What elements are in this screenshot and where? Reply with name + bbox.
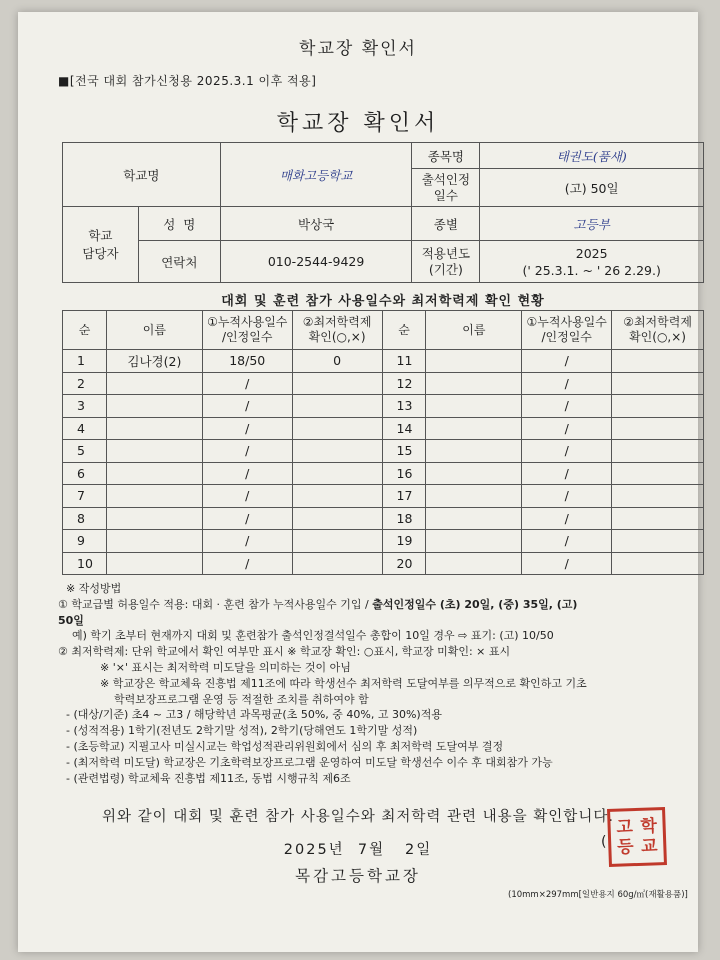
row-check bbox=[612, 485, 704, 508]
notes-heading: ※ 작성방법 bbox=[66, 582, 122, 595]
year-label bbox=[412, 241, 480, 283]
row-check bbox=[612, 507, 704, 530]
row-days: / bbox=[522, 350, 612, 373]
row-name bbox=[106, 485, 202, 508]
row-days: / bbox=[522, 552, 612, 575]
row-name bbox=[426, 417, 522, 440]
table-row bbox=[63, 372, 704, 395]
school-seal-stamp bbox=[607, 807, 667, 867]
row-check bbox=[292, 440, 382, 463]
row-no: 2 bbox=[63, 372, 107, 395]
school-name-value: 매화고등학교 bbox=[220, 143, 412, 207]
instructions bbox=[58, 581, 708, 786]
seal-char: 학 bbox=[640, 816, 658, 837]
header-days bbox=[522, 311, 612, 350]
year-label-2: (기간) bbox=[428, 261, 463, 277]
header-check bbox=[612, 311, 704, 350]
header-check-2: 확인(○,×) bbox=[308, 330, 366, 344]
row-name bbox=[106, 395, 202, 418]
row-check bbox=[612, 530, 704, 553]
table-row bbox=[63, 507, 704, 530]
row-days: / bbox=[202, 372, 292, 395]
row-check bbox=[292, 530, 382, 553]
year-value-1: 2025 bbox=[575, 245, 608, 261]
attend-days-label-1: 출석인정 bbox=[421, 171, 471, 187]
row-check bbox=[612, 350, 704, 373]
header-name: 이름 bbox=[426, 311, 522, 350]
paper-spec: (10mm×297mm[일반용지 60g/㎡(재활용품)] bbox=[508, 890, 688, 900]
row-days: 18/50 bbox=[202, 350, 292, 373]
row-name bbox=[106, 462, 202, 485]
note-1-cont: 50일 bbox=[58, 613, 84, 627]
row-days: / bbox=[522, 372, 612, 395]
note-1 bbox=[58, 597, 708, 613]
row-name bbox=[106, 417, 202, 440]
form-tag: ■[전국 대회 참가신청용 2025.3.1 이후 적용] bbox=[58, 74, 317, 88]
row-no: 5 bbox=[63, 440, 107, 463]
header-check-2: 확인(○,×) bbox=[629, 330, 686, 344]
category-label: 종별 bbox=[412, 207, 480, 241]
row-name bbox=[426, 350, 522, 373]
row-no: 9 bbox=[63, 530, 107, 553]
confirmation-statement: 위와 같이 대회 및 훈련 참가 사용일수와 최저학력 관련 내용을 확인합니다. bbox=[102, 809, 614, 825]
header-days bbox=[202, 311, 292, 350]
year-label-1: 적용년도 bbox=[421, 245, 471, 261]
row-days: / bbox=[202, 485, 292, 508]
note-5: ※ 학교장은 학교체육 진흥법 제11조에 따라 학생선수 최저학력 도달여부를 의무적으로 확인하고 기초 bbox=[100, 676, 587, 690]
table-row bbox=[63, 417, 704, 440]
year-value-2: (' 25.3.1. ~ ' 26 2.29.) bbox=[522, 262, 661, 278]
note-1-bold: 출석인정일수 (초) 20일, (중) 35일, (고) bbox=[372, 597, 578, 611]
row-no: 19 bbox=[382, 530, 426, 553]
row-name bbox=[426, 507, 522, 530]
table-row bbox=[63, 530, 704, 553]
header-check-1: ②최저학력제 bbox=[302, 315, 372, 329]
row-no: 4 bbox=[63, 417, 107, 440]
row-name bbox=[426, 395, 522, 418]
row-name bbox=[106, 552, 202, 575]
contact-label-1: 학교 bbox=[88, 227, 113, 243]
seal-char: 교 bbox=[640, 836, 658, 857]
header-no: 순 bbox=[382, 311, 426, 350]
attend-days-value: (고) 50일 bbox=[480, 169, 704, 207]
row-days: / bbox=[202, 440, 292, 463]
note-2: 예) 학기 초부터 현재까지 대회 및 훈련참가 출석인정결석일수 총합이 10일 경우 ⇨ 표기: (고) 10/50 bbox=[72, 629, 554, 643]
seal-char: 고 bbox=[616, 817, 634, 838]
note-9: - (초등학교) 지필고사 미실시교는 학업성적관리위원회에서 심의 후 최저학력 도달여부 결정 bbox=[66, 739, 504, 753]
row-no: 14 bbox=[382, 417, 426, 440]
seal-char: 등 bbox=[616, 837, 634, 858]
row-check bbox=[612, 440, 704, 463]
row-days: / bbox=[522, 507, 612, 530]
row-no: 3 bbox=[63, 395, 107, 418]
row-check bbox=[612, 372, 704, 395]
row-name bbox=[426, 485, 522, 508]
phone-value: 010-2544-9429 bbox=[220, 241, 412, 283]
row-days: / bbox=[202, 552, 292, 575]
row-days: / bbox=[522, 440, 612, 463]
school-contact-label bbox=[63, 207, 139, 283]
note-3: ② 최저학력제: 단위 학교에서 확인 여부만 표시 ※ 학교장 확인: ○표시, 학교장 미확인: × 표시 bbox=[58, 645, 511, 659]
row-name bbox=[106, 372, 202, 395]
row-days: / bbox=[522, 485, 612, 508]
roster-table bbox=[62, 310, 704, 575]
event-value: 태권도(품새) bbox=[480, 143, 704, 169]
note-4: ※ '×' 표시는 최저학력 미도달을 의미하는 것이 아님 bbox=[100, 660, 351, 674]
roster-subtitle: 대회 및 훈련 참가 사용일수와 최저학력제 확인 현황 bbox=[221, 294, 545, 309]
name-value: 박상국 bbox=[220, 207, 412, 241]
main-title: 학교장 확인서 bbox=[276, 111, 440, 136]
note-10: - (최저학력 미도달) 학교장은 기초학력보장프로그램 운영하여 미도달 학생선수 이수 후 대회참가 가능 bbox=[66, 755, 553, 769]
row-name bbox=[426, 440, 522, 463]
row-name: 김나경(2) bbox=[106, 350, 202, 373]
row-no: 16 bbox=[382, 462, 426, 485]
header-days-2: /인정일수 bbox=[541, 330, 592, 344]
row-name bbox=[426, 530, 522, 553]
table-row bbox=[63, 552, 704, 575]
seal-paren: ( bbox=[601, 834, 607, 850]
header-check bbox=[292, 311, 382, 350]
document-sheet bbox=[18, 12, 698, 952]
row-check bbox=[292, 417, 382, 440]
row-check bbox=[292, 485, 382, 508]
header-name: 이름 bbox=[106, 311, 202, 350]
note-11: - (관련법령) 학교체육 진흥법 제11조, 동법 시행규칙 제6조 bbox=[66, 771, 351, 785]
school-name-label: 학교명 bbox=[63, 143, 221, 207]
row-no: 13 bbox=[382, 395, 426, 418]
header-check-1: ②최저학력제 bbox=[623, 315, 692, 329]
table-row bbox=[63, 462, 704, 485]
note-1-text: ① 학교급별 허용일수 적용: 대회 · 훈련 참가 누적사용일수 기입 / bbox=[58, 597, 373, 611]
school-info-table bbox=[62, 142, 704, 283]
row-check bbox=[292, 552, 382, 575]
contact-label-2: 담당자 bbox=[82, 245, 119, 261]
table-row bbox=[63, 485, 704, 508]
row-check: 0 bbox=[292, 350, 382, 373]
name-label: 성 명 bbox=[138, 207, 220, 241]
row-days: / bbox=[202, 530, 292, 553]
row-name bbox=[106, 507, 202, 530]
row-name bbox=[106, 530, 202, 553]
row-days: / bbox=[522, 530, 612, 553]
table-row bbox=[63, 395, 704, 418]
row-no: 12 bbox=[382, 372, 426, 395]
row-days: / bbox=[202, 395, 292, 418]
row-no: 15 bbox=[382, 440, 426, 463]
year-value bbox=[480, 241, 704, 283]
principal-name: 목감고등학교장 bbox=[295, 867, 421, 885]
row-days: / bbox=[202, 417, 292, 440]
row-no: 10 bbox=[63, 552, 107, 575]
table-row bbox=[63, 440, 704, 463]
row-no: 18 bbox=[382, 507, 426, 530]
header-days-2: /인정일수 bbox=[222, 330, 273, 344]
note-8: - (성적적용) 1학기(전년도 2학기말 성적), 2학기(당해연도 1학기말 성적) bbox=[66, 724, 418, 738]
row-name bbox=[426, 552, 522, 575]
table-row bbox=[63, 350, 704, 373]
row-name bbox=[426, 462, 522, 485]
issue-date: 2025년 7월 2일 bbox=[283, 842, 433, 858]
row-name bbox=[106, 440, 202, 463]
row-check bbox=[292, 507, 382, 530]
row-check bbox=[612, 552, 704, 575]
row-check bbox=[612, 462, 704, 485]
attend-days-label bbox=[412, 169, 480, 207]
row-days: / bbox=[522, 395, 612, 418]
category-value: 고등부 bbox=[480, 207, 704, 241]
row-no: 20 bbox=[382, 552, 426, 575]
row-no: 8 bbox=[63, 507, 107, 530]
note-6: 학력보장프로그램 운영 등 적절한 조치를 취하여야 함 bbox=[114, 692, 369, 706]
row-days: / bbox=[202, 507, 292, 530]
row-days: / bbox=[202, 462, 292, 485]
note-7: - (대상/기준) 초4 ~ 고3 / 해당학년 과목평균(초 50%, 중 40%, 고 30%)적용 bbox=[66, 708, 442, 722]
row-name bbox=[426, 372, 522, 395]
row-check bbox=[292, 372, 382, 395]
header-no: 순 bbox=[63, 311, 107, 350]
row-days: / bbox=[522, 462, 612, 485]
row-check bbox=[612, 395, 704, 418]
row-no: 17 bbox=[382, 485, 426, 508]
row-no: 11 bbox=[382, 350, 426, 373]
event-label: 종목명 bbox=[412, 143, 480, 169]
row-no: 6 bbox=[63, 462, 107, 485]
top-title: 학교장 확인서 bbox=[299, 39, 417, 59]
header-days-1: ①누적사용일수 bbox=[526, 315, 607, 329]
row-no: 1 bbox=[63, 350, 107, 373]
phone-label: 연락처 bbox=[138, 241, 220, 283]
header-days-1: ①누적사용일수 bbox=[207, 315, 288, 329]
row-days: / bbox=[522, 417, 612, 440]
row-check bbox=[292, 395, 382, 418]
row-no: 7 bbox=[63, 485, 107, 508]
attend-days-label-2: 일수 bbox=[433, 187, 458, 203]
row-check bbox=[292, 462, 382, 485]
row-check bbox=[612, 417, 704, 440]
